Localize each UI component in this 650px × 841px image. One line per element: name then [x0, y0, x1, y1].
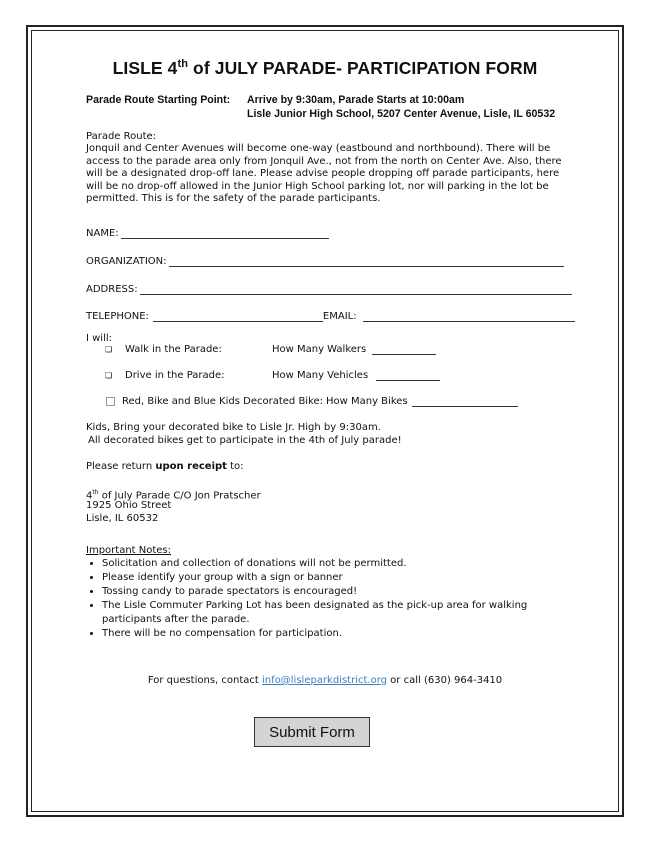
route-description: Jonquil and Center Avenues will become one-way (eastbound and northbound). There will be access to the parade area only from Jonquil Ave., not from the north on Center Ave. Also, there will be a designated drop-off lane. Please advise people dropping off parade participants, here will be no drop-off allowed in the Junior High School parking lot, nor will parking in the lot be permitted. This is for the safety of the parade participants.	[86, 143, 562, 205]
route-heading: Parade Route:	[86, 131, 157, 142]
organization-label: ORGANIZATION:	[86, 256, 167, 267]
email-field[interactable]	[363, 311, 575, 322]
address-row	[86, 284, 572, 295]
drive-label: Drive in the Parade:	[125, 370, 225, 381]
submit-form-button[interactable]: Submit Form	[254, 717, 370, 747]
starting-location: Lisle Junior High School, 5207 Center Avenue, Lisle, IL 60532	[247, 108, 556, 120]
drive-checkbox[interactable]: ❏	[105, 371, 113, 380]
return-address-line-3: Lisle, IL 60532	[86, 513, 159, 524]
organization-field[interactable]	[169, 256, 564, 267]
notes-list	[86, 557, 556, 641]
contact-row	[86, 311, 575, 322]
contact-email-link[interactable]: info@lisleparkdistrict.org	[262, 675, 387, 686]
note-item: • Please identify your group with a sign or banner	[102, 571, 556, 585]
address-label: ADDRESS:	[86, 284, 138, 295]
bike-label: Red, Bike and Blue Kids Decorated Bike:	[122, 396, 324, 407]
kids-line-1: Kids, Bring your decorated bike to Lisle Jr. High by 9:30am.	[86, 422, 381, 433]
bikes-label: How Many Bikes	[326, 396, 408, 407]
note-item: • There will be no compensation for participation.	[102, 627, 556, 641]
arrival-time: Arrive by 9:30am, Parade Starts at 10:00am	[247, 94, 465, 106]
kids-line-2: All decorated bikes get to participate in the 4th of July parade!	[88, 435, 402, 446]
name-field[interactable]	[121, 228, 329, 239]
walkers-label: How Many Walkers	[272, 344, 367, 355]
return-address-line-2: 1925 Ohio Street	[86, 500, 172, 511]
organization-row	[86, 256, 564, 267]
contact-line: For questions, contact info@lisleparkdistrict.org or call (630) 964-3410	[147, 675, 503, 686]
walk-label: Walk in the Parade:	[125, 344, 222, 355]
note-item: • Tossing candy to parade spectators is encouraged!	[102, 585, 556, 599]
form-title: LISLE 4th of JULY PARADE- PARTICIPATION FORM	[112, 58, 538, 78]
starting-point-label: Parade Route Starting Point:	[86, 94, 231, 106]
address-field[interactable]	[140, 284, 572, 295]
vehicles-count-field[interactable]	[376, 369, 440, 381]
walk-checkbox[interactable]: ❏	[105, 345, 113, 354]
bike-checkbox[interactable]	[106, 397, 115, 406]
telephone-label: TELEPHONE:	[86, 311, 149, 322]
telephone-field[interactable]	[153, 311, 323, 322]
return-address-line-1: 4th of July Parade C/O Jon Pratscher	[86, 489, 261, 502]
i-will-label: I will:	[86, 333, 113, 344]
walkers-count-field[interactable]	[372, 343, 436, 355]
bikes-count-field[interactable]	[412, 395, 518, 407]
note-item: • The Lisle Commuter Parking Lot has been designated as the pick-up area for walking participants after the parade.	[102, 599, 556, 627]
note-item: • Solicitation and collection of donations will not be permitted.	[102, 557, 556, 571]
email-label: EMAIL:	[322, 311, 357, 322]
notes-heading: Important Notes:	[86, 545, 172, 556]
vehicles-label: How Many Vehicles	[272, 370, 369, 381]
return-instruction: Please return upon receipt to:	[86, 461, 244, 472]
name-label: NAME:	[86, 228, 119, 239]
name-row	[86, 228, 329, 239]
